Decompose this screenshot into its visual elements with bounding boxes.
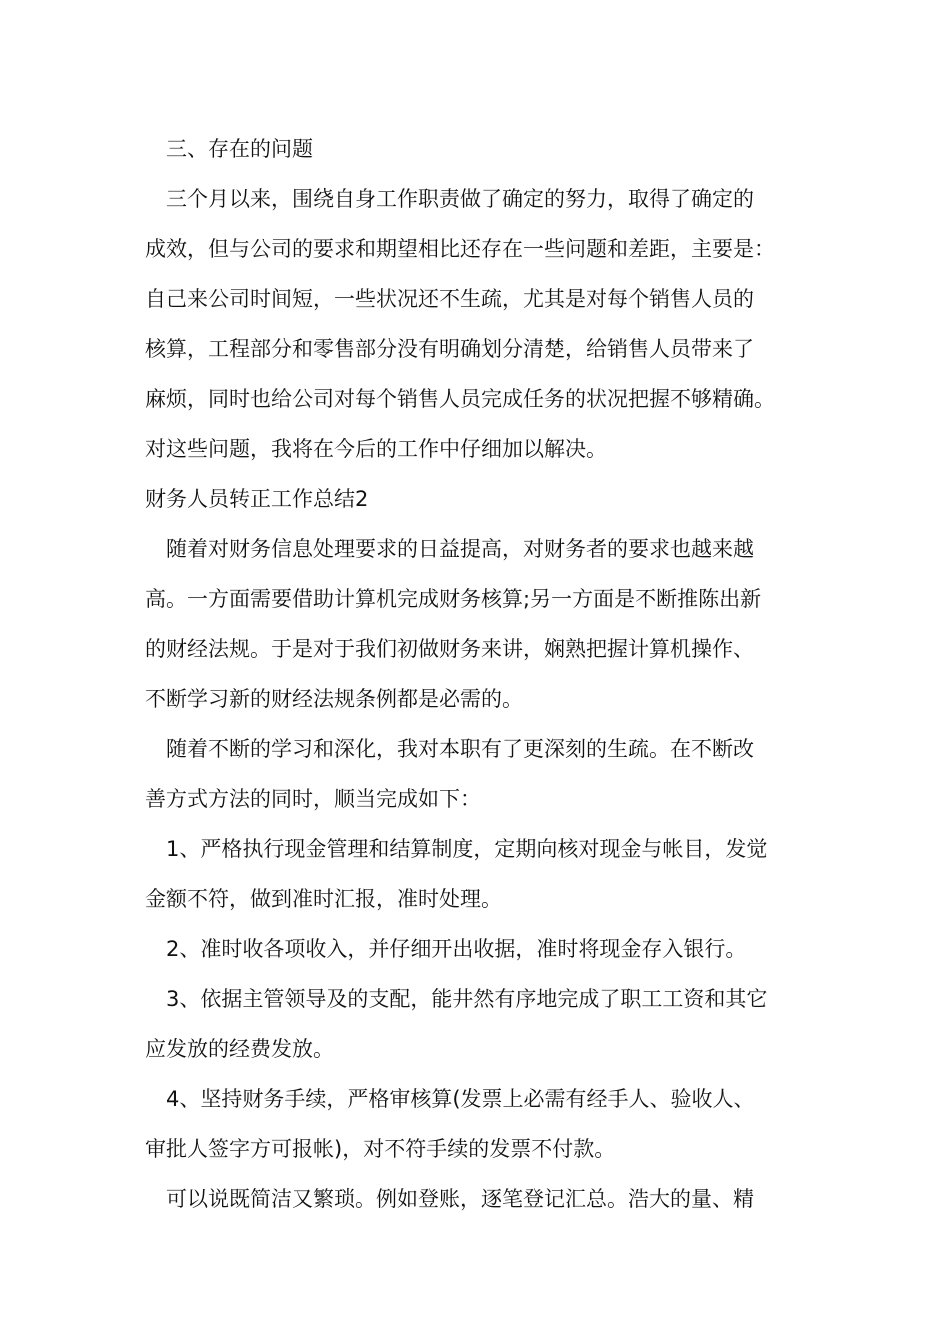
- paragraph-line: 三个月以来，围绕自身工作职责做了确定的努力，取得了确定的: [145, 187, 754, 211]
- paragraph-line: 自己来公司时间短，一些状况还不生疏，尤其是对每个销售人员的: [145, 287, 754, 311]
- paragraph-line: 不断学习新的财经法规条例都是必需的。: [145, 687, 523, 711]
- list-item-line: 2、准时收各项收入，并仔细开出收据，准时将现金存入银行。: [145, 937, 747, 961]
- section-heading-problems: 三、存在的问题: [145, 137, 313, 161]
- list-item-line: 应发放的经费发放。: [145, 1037, 334, 1061]
- paragraph-line: 麻烦，同时也给公司对每个销售人员完成任务的状况把握不够精确。: [145, 387, 775, 411]
- paragraph-line: 随着不断的学习和深化，我对本职有了更深刻的生疏。在不断改: [145, 737, 754, 761]
- paragraph-line: 核算，工程部分和零售部分没有明确划分清楚，给销售人员带来了: [145, 337, 754, 361]
- paragraph-line: 随着对财务信息处理要求的日益提高，对财务者的要求也越来越: [145, 537, 754, 561]
- paragraph-line: 高。一方面需要借助计算机完成财务核算;另一方面是不断推陈出新: [145, 587, 762, 611]
- list-item-line: 金额不符，做到准时汇报，准时处理。: [145, 887, 502, 911]
- list-item-line: 4、坚持财务手续，严格审核算(发票上必需有经手人、验收人、: [145, 1087, 755, 1111]
- list-item-line: 审批人签字方可报帐)，对不符手续的发票不付款。: [145, 1137, 616, 1161]
- list-item-line: 3、依据主管领导及的支配，能井然有序地完成了职工工资和其它: [145, 987, 768, 1011]
- paragraph-line: 的财经法规。于是对于我们初做财务来讲，娴熟把握计算机操作、: [145, 637, 754, 661]
- list-item-line: 1、严格执行现金管理和结算制度，定期向核对现金与帐目，发觉: [145, 837, 768, 861]
- document-title: 财务人员转正工作总结2: [145, 487, 369, 511]
- paragraph-line: 对这些问题，我将在今后的工作中仔细加以解决。: [145, 437, 607, 461]
- paragraph-line: 善方式方法的同时，顺当完成如下：: [145, 787, 481, 811]
- paragraph-line: 可以说既简洁又繁琐。例如登账，逐笔登记汇总。浩大的量、精: [145, 1187, 754, 1211]
- paragraph-line: 成效，但与公司的要求和期望相比还存在一些问题和差距，主要是：: [145, 237, 775, 261]
